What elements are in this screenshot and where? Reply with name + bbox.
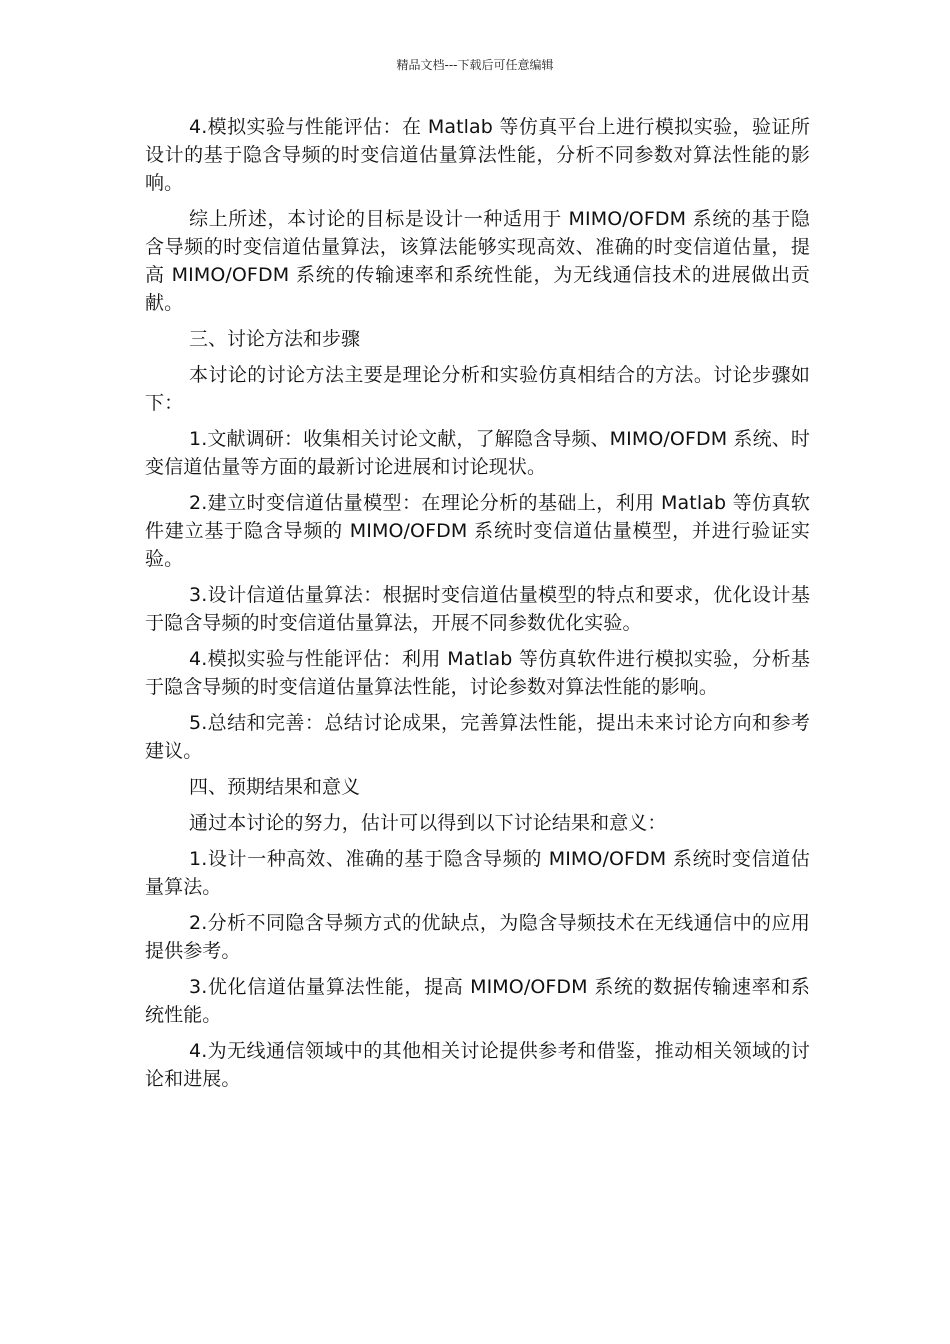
page-header: 精品文档---下载后可任意编辑 — [396, 58, 554, 72]
section-heading-results: 四、预期结果和意义 — [189, 776, 361, 798]
document-body — [145, 113, 810, 1101]
paragraph-results-intro: 通过本讨论的努力，估计可以得到以下讨论结果和意义： — [189, 812, 667, 834]
paragraph-result-2: 2.分析不同隐含导频方式的优缺点，为隐含导频技术在无线通信中的应用提供参考。 — [145, 912, 810, 962]
paragraph-methods-intro: 本讨论的讨论方法主要是理论分析和实验仿真相结合的方法。讨论步骤如下： — [145, 364, 810, 414]
paragraph-result-4: 4.为无线通信领域中的其他相关讨论提供参考和借鉴，推动相关领域的讨论和进展。 — [145, 1040, 810, 1090]
paragraph-summary: 综上所述，本讨论的目标是设计一种适用于 MIMO/OFDM 系统的基于隐含导频的时变信道估量算法，该算法能够实现高效、准确的时变信道估量，提高 MIMO/OFDM 系统的传输速率和系统性能，为无线通信技术的进展做出贡献。 — [145, 208, 810, 314]
paragraph-step-1: 1.文献调研：收集相关讨论文献，了解隐含导频、MIMO/OFDM 系统、时变信道估量等方面的最新讨论进展和讨论现状。 — [145, 428, 810, 478]
paragraph-simulation-evaluation: 4.模拟实验与性能评估：在 Matlab 等仿真平台上进行模拟实验，验证所设计的基于隐含导频的时变信道估量算法性能，分析不同参数对算法性能的影响。 — [145, 116, 810, 194]
paragraph-step-4: 4.模拟实验与性能评估：利用 Matlab 等仿真软件进行模拟实验，分析基于隐含导频的时变信道估量算法性能，讨论参数对算法性能的影响。 — [145, 648, 810, 698]
paragraph-result-1: 1.设计一种高效、准确的基于隐含导频的 MIMO/OFDM 系统时变信道估量算法。 — [145, 848, 810, 898]
section-heading-methods: 三、讨论方法和步骤 — [189, 328, 361, 350]
paragraph-result-3: 3.优化信道估量算法性能，提高 MIMO/OFDM 系统的数据传输速率和系统性能。 — [145, 976, 810, 1026]
paragraph-step-2: 2.建立时变信道估量模型：在理论分析的基础上，利用 Matlab 等仿真软件建立基于隐含导频的 MIMO/OFDM 系统时变信道估量模型，并进行验证实验。 — [145, 492, 810, 570]
paragraph-step-3: 3.设计信道估量算法：根据时变信道估量模型的特点和要求，优化设计基于隐含导频的时变信道估量算法，开展不同参数优化实验。 — [145, 584, 810, 634]
paragraph-step-5: 5.总结和完善：总结讨论成果，完善算法性能，提出未来讨论方向和参考建议。 — [145, 712, 810, 762]
